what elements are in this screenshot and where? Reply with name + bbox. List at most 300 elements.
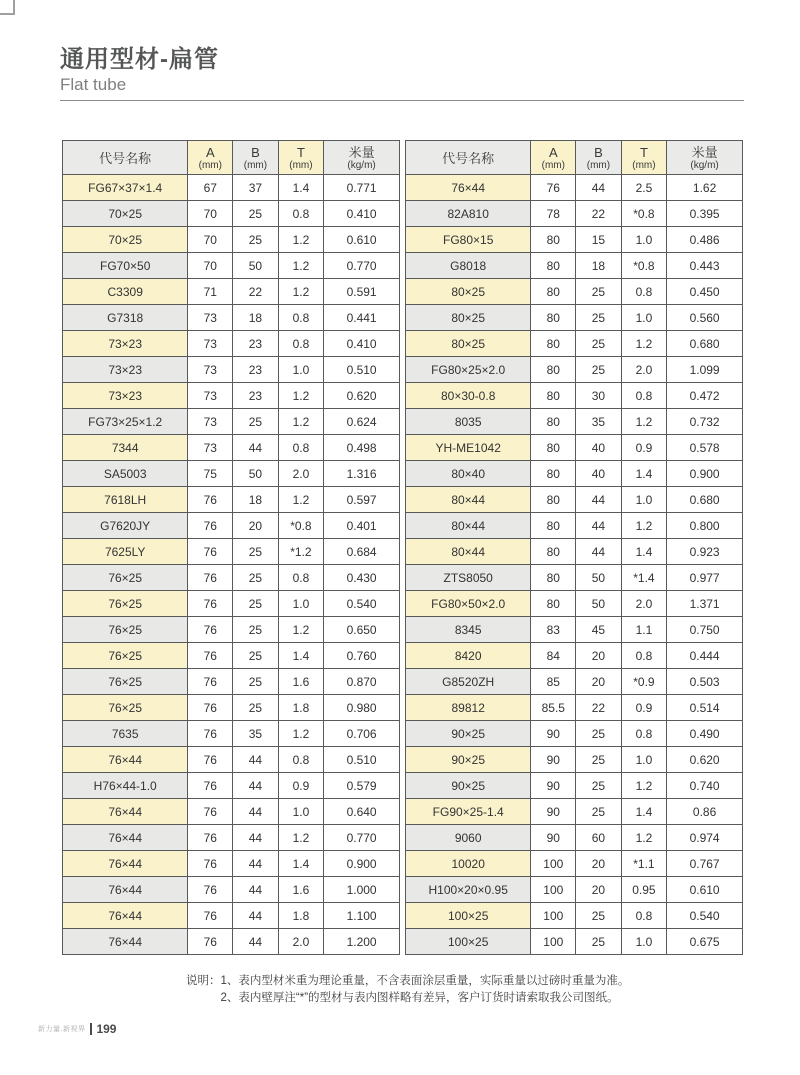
value-cell: 70 xyxy=(188,227,233,253)
value-cell: *0.8 xyxy=(278,513,323,539)
code-name-cell: 70×25 xyxy=(63,227,188,253)
value-cell: 76 xyxy=(188,747,233,773)
value-cell: 0.8 xyxy=(621,643,666,669)
value-cell: 2.5 xyxy=(621,175,666,201)
code-name-cell: 76×44 xyxy=(63,825,188,851)
table-row xyxy=(63,201,400,227)
value-cell: 25 xyxy=(233,695,278,721)
value-cell: 0.8 xyxy=(621,279,666,305)
table-row xyxy=(406,669,743,695)
value-cell: 44 xyxy=(576,175,621,201)
value-cell: 40 xyxy=(576,461,621,487)
value-cell: 76 xyxy=(188,513,233,539)
table-row xyxy=(63,227,400,253)
value-cell: 25 xyxy=(576,903,621,929)
value-cell: 1.2 xyxy=(278,227,323,253)
value-cell: 0.510 xyxy=(324,357,400,383)
table-row xyxy=(406,175,743,201)
code-name-cell: 76×44 xyxy=(63,799,188,825)
code-name-cell: 7344 xyxy=(63,435,188,461)
value-cell: 0.8 xyxy=(278,435,323,461)
code-name-cell: 100×25 xyxy=(406,903,531,929)
table-row xyxy=(63,383,400,409)
code-name-cell: 80×44 xyxy=(406,513,531,539)
table-row xyxy=(406,513,743,539)
value-cell: 0.86 xyxy=(667,799,743,825)
value-cell: 0.706 xyxy=(324,721,400,747)
code-name-cell: 80×40 xyxy=(406,461,531,487)
value-cell: 1.0 xyxy=(278,591,323,617)
value-cell: 0.510 xyxy=(324,747,400,773)
code-name-cell: 70×25 xyxy=(63,201,188,227)
value-cell: 0.750 xyxy=(667,617,743,643)
value-cell: 1.6 xyxy=(278,877,323,903)
value-cell: 0.650 xyxy=(324,617,400,643)
value-cell: 76 xyxy=(188,487,233,513)
value-cell: 1.0 xyxy=(621,487,666,513)
value-cell: 73 xyxy=(188,331,233,357)
value-cell: 0.684 xyxy=(324,539,400,565)
value-cell: 80 xyxy=(531,253,576,279)
table-row xyxy=(406,565,743,591)
value-cell: 1.2 xyxy=(278,617,323,643)
value-cell: 0.540 xyxy=(667,903,743,929)
value-cell: 0.430 xyxy=(324,565,400,591)
value-cell: 0.498 xyxy=(324,435,400,461)
value-cell: 80 xyxy=(531,279,576,305)
value-cell: 76 xyxy=(188,773,233,799)
value-cell: 0.900 xyxy=(667,461,743,487)
brand-slogan: 新力量.新视界 xyxy=(38,1026,86,1033)
value-cell: 90 xyxy=(531,799,576,825)
value-cell: 37 xyxy=(233,175,278,201)
table-row xyxy=(63,643,400,669)
value-cell: 0.503 xyxy=(667,669,743,695)
col-header-b: B (mm) xyxy=(576,141,621,175)
col-header-b: B (mm) xyxy=(233,141,278,175)
value-cell: 0.443 xyxy=(667,253,743,279)
value-cell: 2.0 xyxy=(278,461,323,487)
code-name-cell: 73×23 xyxy=(63,357,188,383)
table-row xyxy=(63,669,400,695)
table-row xyxy=(63,435,400,461)
value-cell: 80 xyxy=(531,513,576,539)
value-cell: 1.0 xyxy=(278,357,323,383)
value-cell: 1.8 xyxy=(278,903,323,929)
spec-table-left xyxy=(62,140,400,955)
code-name-cell: FG80×25×2.0 xyxy=(406,357,531,383)
code-name-cell: 10020 xyxy=(406,851,531,877)
value-cell: 1.2 xyxy=(621,513,666,539)
page-footer xyxy=(38,1023,116,1035)
value-cell: 80 xyxy=(531,539,576,565)
value-cell: 0.610 xyxy=(667,877,743,903)
value-cell: 85 xyxy=(531,669,576,695)
value-cell: 1.2 xyxy=(278,279,323,305)
value-cell: 1.2 xyxy=(621,773,666,799)
value-cell: 2.0 xyxy=(621,591,666,617)
value-cell: 25 xyxy=(576,929,621,955)
code-name-cell: 73×23 xyxy=(63,383,188,409)
value-cell: 45 xyxy=(576,617,621,643)
value-cell: 70 xyxy=(188,201,233,227)
table-row xyxy=(406,331,743,357)
code-name-cell: 7635 xyxy=(63,721,188,747)
table-row xyxy=(406,383,743,409)
value-cell: 1.4 xyxy=(621,539,666,565)
value-cell: 0.450 xyxy=(667,279,743,305)
value-cell: 0.977 xyxy=(667,565,743,591)
table-row xyxy=(63,903,400,929)
value-cell: 76 xyxy=(188,591,233,617)
table-row xyxy=(406,929,743,955)
value-cell: 80 xyxy=(531,331,576,357)
value-cell: 0.472 xyxy=(667,383,743,409)
code-name-cell: 76×25 xyxy=(63,669,188,695)
value-cell: 44 xyxy=(233,747,278,773)
code-name-cell: H76×44-1.0 xyxy=(63,773,188,799)
value-cell: 1.0 xyxy=(621,227,666,253)
code-name-cell: 80×25 xyxy=(406,331,531,357)
value-cell: 50 xyxy=(576,591,621,617)
value-cell: 0.620 xyxy=(324,383,400,409)
value-cell: 50 xyxy=(233,253,278,279)
table-row xyxy=(406,643,743,669)
value-cell: 1.0 xyxy=(621,305,666,331)
value-cell: 44 xyxy=(576,539,621,565)
value-cell: 44 xyxy=(233,799,278,825)
value-cell: 44 xyxy=(233,435,278,461)
value-cell: 100 xyxy=(531,851,576,877)
value-cell: 1.2 xyxy=(278,253,323,279)
value-cell: 25 xyxy=(576,747,621,773)
value-cell: 75 xyxy=(188,461,233,487)
table-row xyxy=(406,877,743,903)
value-cell: 1.2 xyxy=(278,825,323,851)
page-title: 通用型材-扁管 xyxy=(60,46,219,73)
value-cell: 0.8 xyxy=(278,331,323,357)
value-cell: 0.680 xyxy=(667,331,743,357)
value-cell: 25 xyxy=(576,773,621,799)
table-row xyxy=(406,747,743,773)
value-cell: 0.514 xyxy=(667,695,743,721)
value-cell: 76 xyxy=(188,643,233,669)
value-cell: 1.1 xyxy=(621,617,666,643)
table-row xyxy=(406,487,743,513)
value-cell: 70 xyxy=(188,253,233,279)
value-cell: 0.624 xyxy=(324,409,400,435)
value-cell: 73 xyxy=(188,435,233,461)
value-cell: *0.8 xyxy=(621,253,666,279)
code-name-cell: 76×44 xyxy=(63,929,188,955)
value-cell: 0.640 xyxy=(324,799,400,825)
corner-decoration xyxy=(0,0,15,15)
code-name-cell: 8345 xyxy=(406,617,531,643)
value-cell: 76 xyxy=(188,929,233,955)
value-cell: 1.2 xyxy=(278,383,323,409)
code-name-cell: 76×25 xyxy=(63,643,188,669)
value-cell: 1.4 xyxy=(278,643,323,669)
value-cell: 80 xyxy=(531,305,576,331)
value-cell: 20 xyxy=(576,643,621,669)
table-row xyxy=(406,695,743,721)
value-cell: 0.800 xyxy=(667,513,743,539)
table-row xyxy=(406,227,743,253)
code-name-cell: 80×25 xyxy=(406,279,531,305)
value-cell: 1.100 xyxy=(324,903,400,929)
value-cell: 85.5 xyxy=(531,695,576,721)
value-cell: 76 xyxy=(531,175,576,201)
code-name-cell: 80×30-0.8 xyxy=(406,383,531,409)
value-cell: 18 xyxy=(576,253,621,279)
notes-lines xyxy=(221,973,630,1007)
table-row xyxy=(63,591,400,617)
value-cell: 35 xyxy=(233,721,278,747)
code-name-cell: FG67×37×1.4 xyxy=(63,175,188,201)
table-row xyxy=(406,435,743,461)
value-cell: *1.4 xyxy=(621,565,666,591)
table-row xyxy=(406,201,743,227)
table-row xyxy=(63,331,400,357)
table-row xyxy=(63,487,400,513)
table-row xyxy=(406,539,743,565)
page-subtitle: Flat tube xyxy=(60,75,127,94)
code-name-cell: 9060 xyxy=(406,825,531,851)
code-name-cell: ZTS8050 xyxy=(406,565,531,591)
value-cell: 44 xyxy=(233,773,278,799)
col-header-weight: 米量 (kg/m) xyxy=(324,141,400,175)
code-name-cell: FG90×25-1.4 xyxy=(406,799,531,825)
code-name-cell: 90×25 xyxy=(406,773,531,799)
value-cell: 1.0 xyxy=(621,747,666,773)
value-cell: 25 xyxy=(233,539,278,565)
code-name-cell: G7620JY xyxy=(63,513,188,539)
value-cell: 90 xyxy=(531,773,576,799)
value-cell: 1.200 xyxy=(324,929,400,955)
value-cell: 25 xyxy=(576,721,621,747)
code-name-cell: 76×44 xyxy=(63,903,188,929)
table-row xyxy=(406,851,743,877)
value-cell: 76 xyxy=(188,565,233,591)
value-cell: 1.4 xyxy=(278,851,323,877)
value-cell: 0.8 xyxy=(278,747,323,773)
col-header-name: 代号名称 xyxy=(63,141,188,175)
table-row xyxy=(63,175,400,201)
value-cell: 0.870 xyxy=(324,669,400,695)
value-cell: 73 xyxy=(188,357,233,383)
value-cell: 15 xyxy=(576,227,621,253)
value-cell: 25 xyxy=(576,331,621,357)
value-cell: 0.401 xyxy=(324,513,400,539)
code-name-cell: FG70×50 xyxy=(63,253,188,279)
value-cell: 0.410 xyxy=(324,331,400,357)
value-cell: 0.560 xyxy=(667,305,743,331)
code-name-cell: 8035 xyxy=(406,409,531,435)
table-row xyxy=(406,617,743,643)
value-cell: 80 xyxy=(531,357,576,383)
table-row xyxy=(63,929,400,955)
code-name-cell: 82A810 xyxy=(406,201,531,227)
value-cell: 71 xyxy=(188,279,233,305)
header-divider xyxy=(60,100,744,101)
value-cell: 0.8 xyxy=(621,903,666,929)
table-row xyxy=(63,253,400,279)
value-cell: 80 xyxy=(531,461,576,487)
table-row xyxy=(406,461,743,487)
value-cell: 20 xyxy=(233,513,278,539)
col-header-t: T (mm) xyxy=(621,141,666,175)
code-name-cell: 76×25 xyxy=(63,591,188,617)
col-header-t: T (mm) xyxy=(278,141,323,175)
value-cell: 35 xyxy=(576,409,621,435)
value-cell: 18 xyxy=(233,305,278,331)
code-name-cell: 76×44 xyxy=(63,877,188,903)
value-cell: 0.770 xyxy=(324,253,400,279)
value-cell: 90 xyxy=(531,721,576,747)
value-cell: 0.770 xyxy=(324,825,400,851)
value-cell: 2.0 xyxy=(278,929,323,955)
value-cell: 67 xyxy=(188,175,233,201)
code-name-cell: FG73×25×1.2 xyxy=(63,409,188,435)
value-cell: 23 xyxy=(233,383,278,409)
value-cell: 0.923 xyxy=(667,539,743,565)
code-name-cell: FG80×15 xyxy=(406,227,531,253)
value-cell: 100 xyxy=(531,929,576,955)
value-cell: 90 xyxy=(531,825,576,851)
value-cell: *0.8 xyxy=(621,201,666,227)
value-cell: 0.8 xyxy=(621,383,666,409)
value-cell: 1.371 xyxy=(667,591,743,617)
code-name-cell: H100×20×0.95 xyxy=(406,877,531,903)
value-cell: 25 xyxy=(233,669,278,695)
table-row xyxy=(63,409,400,435)
value-cell: 44 xyxy=(233,877,278,903)
code-name-cell: 80×44 xyxy=(406,539,531,565)
table-row xyxy=(406,773,743,799)
value-cell: 0.9 xyxy=(278,773,323,799)
code-name-cell: 76×25 xyxy=(63,565,188,591)
value-cell: 25 xyxy=(233,565,278,591)
value-cell: 73 xyxy=(188,305,233,331)
table-row xyxy=(63,279,400,305)
value-cell: 25 xyxy=(233,617,278,643)
code-name-cell: 76×25 xyxy=(63,617,188,643)
value-cell: 0.444 xyxy=(667,643,743,669)
value-cell: 0.486 xyxy=(667,227,743,253)
table-row xyxy=(406,357,743,383)
value-cell: 23 xyxy=(233,331,278,357)
value-cell: 100 xyxy=(531,877,576,903)
table-row xyxy=(63,721,400,747)
value-cell: 76 xyxy=(188,825,233,851)
value-cell: 80 xyxy=(531,435,576,461)
value-cell: 0.9 xyxy=(621,695,666,721)
code-name-cell: G8018 xyxy=(406,253,531,279)
table-row xyxy=(63,357,400,383)
value-cell: 0.578 xyxy=(667,435,743,461)
value-cell: 50 xyxy=(576,565,621,591)
value-cell: 44 xyxy=(233,825,278,851)
table-row xyxy=(63,695,400,721)
code-name-cell: 100×25 xyxy=(406,929,531,955)
value-cell: 1.4 xyxy=(278,175,323,201)
value-cell: 80 xyxy=(531,591,576,617)
value-cell: 0.395 xyxy=(667,201,743,227)
value-cell: 0.771 xyxy=(324,175,400,201)
value-cell: 80 xyxy=(531,227,576,253)
value-cell: 1.2 xyxy=(278,487,323,513)
header-row xyxy=(63,141,400,175)
value-cell: 76 xyxy=(188,617,233,643)
code-name-cell: G7318 xyxy=(63,305,188,331)
value-cell: 44 xyxy=(576,513,621,539)
table-row xyxy=(406,409,743,435)
code-name-cell: 90×25 xyxy=(406,721,531,747)
page-header xyxy=(60,46,744,101)
value-cell: 25 xyxy=(233,591,278,617)
value-cell: 60 xyxy=(576,825,621,851)
value-cell: 0.591 xyxy=(324,279,400,305)
value-cell: 0.490 xyxy=(667,721,743,747)
code-name-cell: 80×25 xyxy=(406,305,531,331)
value-cell: 40 xyxy=(576,435,621,461)
value-cell: 76 xyxy=(188,851,233,877)
table-row xyxy=(406,903,743,929)
value-cell: 0.680 xyxy=(667,487,743,513)
value-cell: 80 xyxy=(531,383,576,409)
value-cell: 18 xyxy=(233,487,278,513)
value-cell: 83 xyxy=(531,617,576,643)
value-cell: 1.2 xyxy=(278,721,323,747)
code-name-cell: 76×25 xyxy=(63,695,188,721)
value-cell: 0.760 xyxy=(324,643,400,669)
col-header-a: A (mm) xyxy=(531,141,576,175)
col-header-weight: 米量 (kg/m) xyxy=(667,141,743,175)
notes-block xyxy=(186,973,629,1007)
col-header-name: 代号名称 xyxy=(406,141,531,175)
table-row xyxy=(63,565,400,591)
value-cell: 80 xyxy=(531,487,576,513)
table-row xyxy=(63,617,400,643)
code-name-cell: 90×25 xyxy=(406,747,531,773)
value-cell: 76 xyxy=(188,903,233,929)
value-cell: 0.740 xyxy=(667,773,743,799)
value-cell: 0.900 xyxy=(324,851,400,877)
table-row xyxy=(63,825,400,851)
value-cell: 76 xyxy=(188,669,233,695)
value-cell: 80 xyxy=(531,565,576,591)
value-cell: 1.2 xyxy=(621,409,666,435)
page-number: 199 xyxy=(90,1023,116,1035)
value-cell: 1.316 xyxy=(324,461,400,487)
value-cell: 25 xyxy=(233,227,278,253)
value-cell: 1.62 xyxy=(667,175,743,201)
code-name-cell: FG80×50×2.0 xyxy=(406,591,531,617)
value-cell: 23 xyxy=(233,357,278,383)
value-cell: 76 xyxy=(188,877,233,903)
value-cell: 84 xyxy=(531,643,576,669)
value-cell: 25 xyxy=(233,409,278,435)
value-cell: 1.000 xyxy=(324,877,400,903)
code-name-cell: 76×44 xyxy=(406,175,531,201)
value-cell: 44 xyxy=(576,487,621,513)
value-cell: 76 xyxy=(188,721,233,747)
value-cell: 0.8 xyxy=(278,201,323,227)
value-cell: 22 xyxy=(576,201,621,227)
value-cell: 25 xyxy=(233,201,278,227)
value-cell: 0.95 xyxy=(621,877,666,903)
code-name-cell: 7625LY xyxy=(63,539,188,565)
